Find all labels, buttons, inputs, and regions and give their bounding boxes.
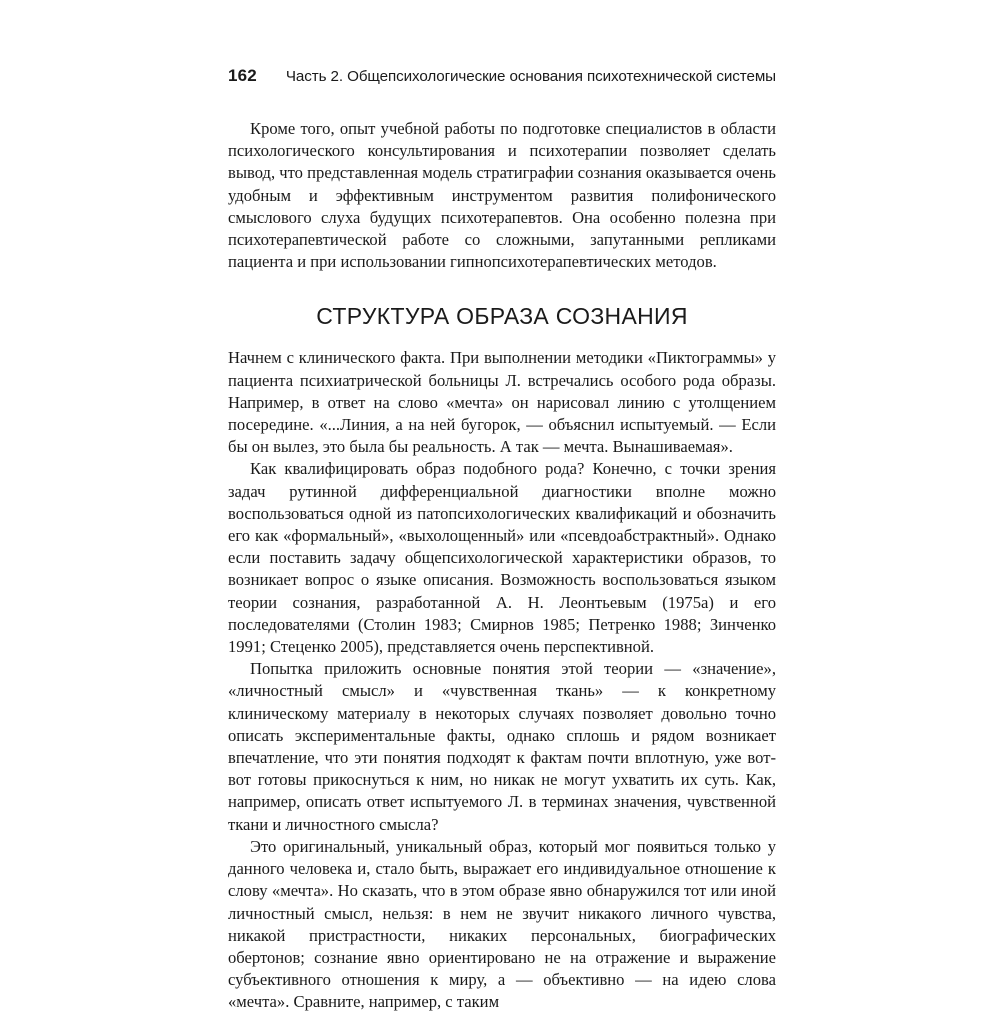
body-paragraph-3: Попытка приложить основные понятия этой теории — «значение», «личностный смысл» и «чувственная ткань» — к конкретному клиническому материалу в некоторых случаях позволяет довольно точно описать экспериментальные факты, однако сплошь и рядом возникает впечатление, что эти понятия подходят к фактам почти вплотную, уже вот-вот готовы прикоснуться к ним, но никак не могут ухватить их суть. Как, например, описать ответ испытуемого Л. в терминах значения, чувственной ткани и личностного смысла? <box>228 659 776 834</box>
body-paragraph-1: Начнем с клинического факта. При выполнении методики «Пиктограммы» у пациента психиатрической больницы Л. встречались особого рода образы. Например, в ответ на слово «мечта» он нарисовал линию с утолщением посередине. «...Линия, а на ней бугорок, — объяснил испытуемый. — Если бы он вылез, это была бы реальность. А так — мечта. Вынашиваемая». <box>228 348 776 457</box>
running-header <box>228 66 776 98</box>
body-paragraph-4: Это оригинальный, уникальный образ, который мог появиться только у данного человека и, стало быть, выражает его индивидуальное отношение к слову «мечта». Но сказать, что в этом образе явно обнаружился тот или иной личностный смысл, нельзя: в нем не звучит никакого личного чувства, никакой пристрастности, никаких персональных, биографических обертонов; сознание явно ориентировано не на отражение и выражение субъективного отношения к миру, а — объективно — на идею слова «мечта». Сравните, например, с таким <box>228 836 776 1012</box>
book-page <box>228 66 776 1014</box>
running-header-title: Часть 2. Общепсихологические основания психотехнической системы <box>285 68 776 85</box>
body-paragraph-2: Как квалифицировать образ подобного рода? Конечно, с точки зрения задач рутинной дифференциальной диагностики вполне можно воспользоваться одной из патопсихологических квалификаций и обозначить его как «формальный», «выхолощенный» или «псевдоабстрактный». Однако если поставить задачу общепсихологической характеристики образов, то возникает вопрос о языке описания. Возможность воспользоваться языком теории сознания, разработанной А. Н. Леонтьевым (1975а) и его последователями (Столин 1983; Смирнов 1985; Петренко 1988; Зинченко 1991; Стеценко 2005), представляется очень перспективной. <box>228 459 776 657</box>
section-body <box>228 347 776 1013</box>
page-number: 162 <box>228 66 257 85</box>
section-heading: СТРУКТУРА ОБРАЗА СОЗНАНИЯ <box>316 303 688 330</box>
intro-text <box>228 118 776 273</box>
intro-paragraph: Кроме того, опыт учебной работы по подготовке специалистов в области психологического консультирования и психотерапии позволяет сделать вывод, что представленная модель стратиграфии сознания оказывается очень удобным и эффективным инструментом развития полифонического смыслового слуха будущих психотерапевтов. Она особенно полезна при психотерапевтической работе со сложными, запутанными репликами пациента и при использовании гипнопсихотерапевтических методов. <box>228 119 776 272</box>
